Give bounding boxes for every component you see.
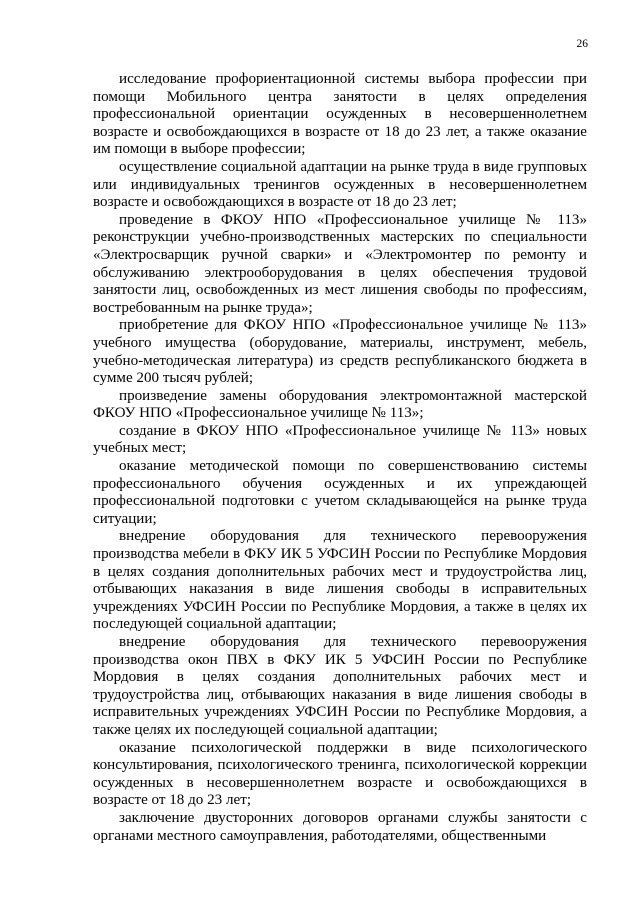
paragraph-equipment-replacement: произведение замены оборудования электромонтажной мастерской ФКОУ НПО «Профессиональное училище № 113»;: [93, 387, 587, 422]
document-body: [93, 71, 587, 845]
paragraph-new-study-places: создание в ФКОУ НПО «Профессиональное училище № 113» новых учебных мест;: [93, 422, 587, 457]
paragraph-pvc-windows-production: внедрение оборудования для технического перевооружения производства окон ПВХ в ФКУ ИК 5 УФСИН России по Республике Мордовия в целях создания дополнительных рабочих мест и трудоустройства лиц, отбывающих наказания в виде лишения свободы в исправительных учреждениях УФСИН России по Республике Мордовия, а также целях их последующей социальной адаптации;: [93, 634, 587, 738]
paragraph-psychological-support: оказание психологической поддержки в виде психологического консультирования, психологического тренинга, психологической коррекции осужденных в несовершеннолетнем возрасте и освобождающихся в возрасте от 18 до 23 лет;: [93, 739, 587, 809]
page-number: 26: [576, 38, 588, 50]
paragraph-furniture-production: внедрение оборудования для технического перевооружения производства мебели в ФКУ ИК 5 УФСИН России по Республике Мордовия в целях создания дополнительных рабочих мест и трудоустройства лиц, отбывающих наказания в виде лишения свободы в исправительных учреждениях УФСИН России по Республике Мордовия, а также в целях их последующей социальной адаптации;: [93, 528, 587, 633]
paragraph-equipment-purchase: приобретение для ФКОУ НПО «Профессиональное училище № 113» учебного имущества (оборудование, материалы, инструмент, мебель, учебно-методическая литература) из средств республиканского бюджета в сумме 200 тысяч рублей;: [93, 317, 587, 387]
paragraph-social-adaptation: осуществление социальной адаптации на рынке труда в виде групповых или индивидуальных тренингов осужденных в несовершеннолетнем возрасте и освобождающихся в возрасте от 18 до 23 лет;: [93, 158, 587, 211]
paragraph-workshop-reconstruction: проведение в ФКОУ НПО «Профессиональное училище № 113» реконструкции учебно-производственных мастерских по специальности «Электросварщик ручной сварки» и «Электромонтер по ремонту и обслуживанию электрооборудования в целях обеспечения трудовой занятости лиц, освобожденных из мест лишения свободы по профессиям, востребованным на рынке труда»;: [93, 211, 587, 316]
paragraph-methodical-assistance: оказание методической помощи по совершенствованию системы профессионального обучения осужденных и их упреждающей профессиональной подготовки с учетом складывающейся на рынке труда ситуации;: [93, 458, 587, 527]
paragraph-vocational-guidance: исследование профориентационной системы выбора профессии при помощи Мобильного центра занятости в целях определения профессиональной ориентации осужденных в несовершеннолетнем возрасте и освобождающихся в возрасте от 18 до 23 лет, а также оказание им помощи в выборе профессии;: [93, 71, 587, 158]
paragraph-bilateral-agreements: заключение двусторонних договоров органами службы занятости с органами местного самоуправления, работодателями, общественными: [93, 809, 587, 844]
